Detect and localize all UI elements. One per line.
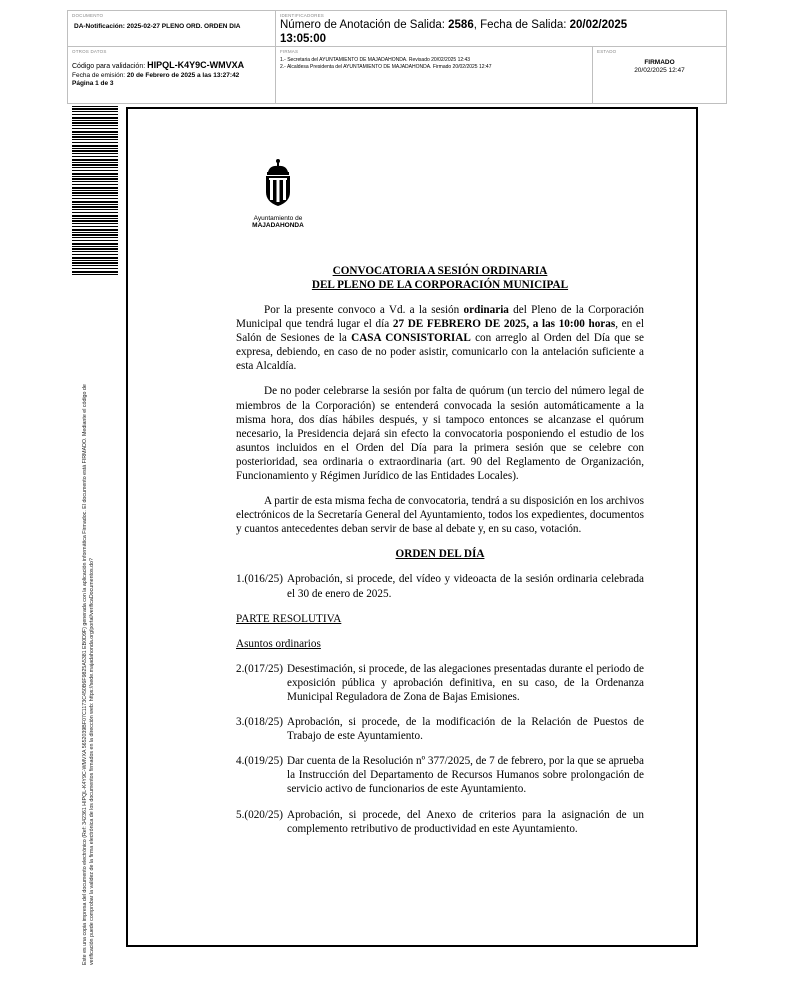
side-verification-text: Este es una copia impresa del documento electrónico (Ref: 342361 HIPQL-K4Y9C-WMVXA 5652039BF07C1173C450B6F9825A5381 EB0D9F) generada con la aplicación informática Firmadoc. El documento está FIRMADO. Mediante el código de verificación puede comprobar la validez de la firma electrónica de los documentos firmados en la dirección web: https://sede.majadahonda.org/portal/verificaDocumentos.do? (82, 384, 95, 965)
orden-del-dia-title: ORDEN DEL DÍA (395, 548, 485, 561)
agenda-item: 1.(016/25) Aprobación, si procede, del vídeo y videoacta de la sesión ordinaria celebrada el 30 de enero de 2025. (236, 573, 644, 600)
agenda-item: 4.(019/25) Dar cuenta de la Resolución nº 377/2025, de 7 de febrero, por la que se aprueba la Instrucción del Departamento de Recursos Humanos sobre prolongación de servicio activo de funcionarios de este Ayuntamiento. (236, 755, 644, 796)
document-header (67, 10, 727, 104)
crown-castle-icon (243, 158, 313, 210)
document-body (236, 264, 644, 836)
agenda-item: 5.(020/25) Aprobación, si procede, del Anexo de criterios para la asignación de un complemento retributivo de productividad en este Ayuntamiento. (236, 808, 644, 835)
page-indicator: Página 1 de 3 (72, 80, 114, 87)
otros-label: OTROS DATOS (72, 49, 107, 54)
agenda-item: 3.(018/25) Aprobación, si procede, de la modificación de la Relación de Puestos de Trabajo de este Ayuntamiento. (236, 716, 644, 743)
agenda-item: 2.(017/25) Desestimación, si procede, de las alegaciones presentadas durante el periodo de exposición pública y aprobación definitiva, en su caso, de la Ordenanza Municipal Reguladora de Zona de Bajas Emisiones. (236, 662, 644, 703)
firma-1: 1.- Secretaria del AYUNTAMIENTO DE MAJADAHONDA. Revisado 20/02/2025 12:43 (280, 57, 471, 63)
anotacion-text: Número de Anotación de Salida: 2586, Fecha de Salida: 20/02/2025 13:05:00 (280, 19, 628, 45)
identificadores-cell (276, 11, 726, 47)
identificadores-label: IDENTIFICADORES (280, 13, 325, 18)
firmas-cell (276, 47, 593, 103)
logo-line2: MAJADAHONDA (252, 222, 304, 229)
paragraph-3: A partir de esta misma fecha de convocatoria, tendrá a su disposición en los archivos electrónicos de la Secretaría General del Ayuntamiento, todos los expedientes, documentos y cuantos antecedentes deban servir de base al debate y, en su caso, votación. (236, 495, 644, 536)
paragraph-2: De no poder celebrarse la sesión por falta de quórum (un tercio del número legal de miembros de la Corporación) se entenderá convocada la sesión automáticamente a la misma hora, dos días hábiles después, y si tampoco entonces se alcanzase el quórum necesario, la Presidencia dejará sin efecto la convocatoria posponiendo el estudio de los asuntos incluidos en el Orden del Día para la primera sesión que se celebre con posterioridad, sea ordinaria o extraordinaria (art. 90 del Reglamento de Organización, Funcionamiento y Régimen Jurídico de las Entidades Locales). (236, 385, 644, 483)
estado-value: FIRMADO (644, 59, 675, 66)
estado-date: 20/02/2025 12:47 (634, 67, 685, 74)
estado-label: ESTADO (597, 49, 617, 54)
validation-code: HIPQL-K4Y9C-WMVXA (147, 60, 245, 70)
documento-cell (68, 11, 276, 47)
asuntos-ordinarios: Asuntos ordinarios (236, 637, 321, 650)
firmas-label: FIRMAS (280, 49, 299, 54)
parte-resolutiva: PARTE RESOLUTIVA (236, 612, 342, 625)
firma-2: 2.- Alcaldesa Presidenta del AYUNTAMIENTO DE MAJADAHONDA. Firmado 20/02/2025 12:47 (280, 64, 492, 70)
documento-text: DA-Notificación: 2025-02-27 PLENO ORD. ORDEN DIA (74, 23, 241, 30)
title-line1: CONVOCATORIA A SESIÓN ORDINARIA (332, 265, 548, 277)
otros-datos-cell: OTROS DATOS Código para validación: HIPQL-K4Y9C-WMVXA Fecha de emisión: 20 de Febrero de 2025 a las 13:27:42 Página 1 de 3 (68, 47, 276, 103)
logo-line1: Ayuntamiento de (253, 215, 303, 222)
estado-cell (593, 47, 726, 103)
paragraph-1: Por la presente convoco a Vd. a la sesión ordinaria del Pleno de la Corporación Municipal que tendrá lugar el día 27 DE FEBRERO DE 2025, a las 10:00 horas, en el Salón de Sesiones de la CASA CONSISTORIAL con arreglo al Orden del Día que se expresa, debiendo, en caso de no poder asistir, comunicarlo con la antelación suficiente a esta Alcaldía. (236, 304, 645, 373)
emission-date: Fecha de emisión: 20 de Febrero de 2025 a las 13:27:42 (72, 72, 240, 79)
barcode (72, 106, 118, 276)
title-line2: DEL PLENO DE LA CORPORACIÓN MUNICIPAL (311, 279, 569, 291)
ayuntamiento-logo (243, 158, 313, 228)
documento-label: DOCUMENTO (72, 13, 104, 18)
